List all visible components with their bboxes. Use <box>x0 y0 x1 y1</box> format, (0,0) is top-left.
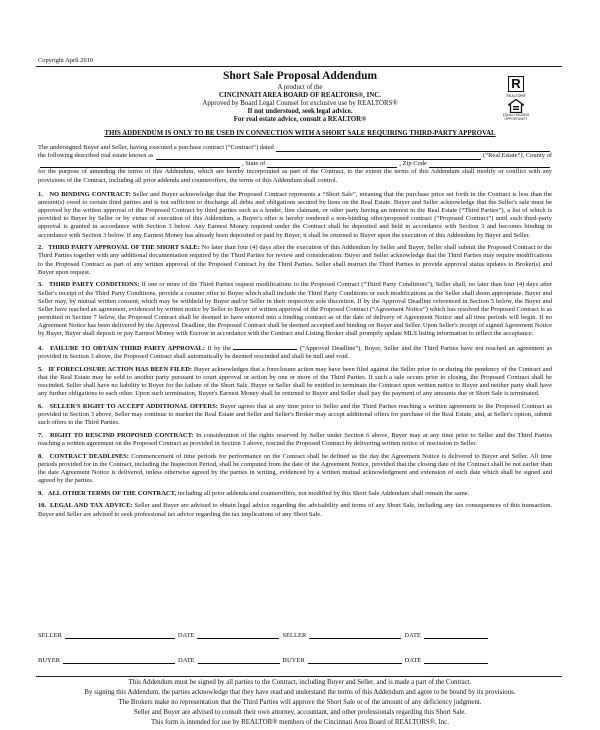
intro-paragraph: for the purpose of amending the terms of this Addendum, which are hereby incorporated as part of the Contract, to the extent the terms of this Addendum shall modify or conflict with any provisions of the Contract, including all prior addenda and counteroffers, the terms of this Addendum shall control. <box>38 168 552 184</box>
intro-line-3: , State of , Zip Code <box>38 160 552 168</box>
buyer-1-date-field[interactable] <box>198 657 280 664</box>
footer-line-3: The Brokers make no representation that the Third Parties will approve the Short Sale or of the amount of any deficiency judgment. <box>118 699 482 706</box>
footer-line-2: By signing this Addendum, the parties acknowledge that they have read and understand the terms of this Addendum and agree to be bound by its provisions. <box>84 689 516 696</box>
intro-line-1: The undersigned Buyer and Seller, having executed a purchase contract (“Contract”) dated <box>38 144 552 152</box>
date-label: DATE <box>178 657 195 664</box>
equal-housing-caption: EQUAL HOUSING OPPORTUNITY <box>502 113 530 121</box>
copyright-notice: Copyright April 2010 <box>38 57 94 64</box>
bottom-rule <box>36 676 562 677</box>
section-10: 10. LEGAL AND TAX ADVICE: Seller and Buyer are advised to obtain legal advice regarding the advisability and terms of any Short Sale, including any tax consequences of this transaction. Buyer and Seller are advised to seek professional tax advice regarding the tax implications of any Short Sale. <box>38 502 552 518</box>
approval-line: Approved by Board Legal Counsel for exclusive use by REALTORS® <box>202 100 398 107</box>
date-label: DATE <box>177 632 195 639</box>
seller-1-signature-field[interactable] <box>65 632 175 639</box>
addendum-body <box>38 144 552 523</box>
realtor-advice-line: For real estate advice, consult a REALTOR® <box>233 116 367 123</box>
section-5: 5. IF FORECLOSURE ACTION HAS BEEN FILED: Buyer acknowledges that a foreclosure action may have been filed against the Seller prior to or during the pendency of the Contract and that the Real Estate may be sold to another party pursuant to court approval or action by one or more of the Third Parties. If such a sale occurs prior to closing, the Proposed Contract shall be rescinded. Seller shall have no liability to Buyer for the failure of the Short Sale. Buyer or Seller shall be entitled to terminate the Contract upon written notice to Buyer and neither party shall have any further obligations to each other. Upon such termination, Buyer's Earnest Money shall be returned to Buyer and Seller shall pay the payment of any amounts due or Short Sale is terminated. <box>38 365 552 398</box>
document-title: Short Sale Proposal Addendum <box>222 70 378 82</box>
buyer-2-signature-field[interactable] <box>308 657 402 664</box>
approval-deadline-field[interactable] <box>233 343 297 350</box>
footer-line-1: This Addendum must be signed by all parties to the Contract, including Buyer and Seller, and is made a part of the Contract. <box>128 679 472 686</box>
seller-2-signature-field[interactable] <box>309 632 401 639</box>
product-of-line: A product of the <box>277 84 323 91</box>
real-estate-address-field[interactable] <box>156 153 482 160</box>
contract-date-field[interactable] <box>276 145 550 152</box>
state-field[interactable] <box>267 161 397 168</box>
organization-name: CINCINNATI AREA BOARD OF REALTORS®, INC. <box>219 92 381 99</box>
section-4: 4. FAILURE TO OBTAIN THIRD PARTY APPROVAL: If by the (“Approval Deadline”), Buyer, Seller and the Third Parties have not reached an agreement as provided in Section 3 above, the Proposed Contract shall automatically be deemed rescinded and shall be null and void. <box>38 344 553 361</box>
intro-line-2: the following described real estate known as (“Real Estate”), County of <box>38 152 552 160</box>
footer-line-5: This form is intended for use by REALTOR® members of the Cincinnati Area Board of REALTORS®, Inc. <box>151 719 449 726</box>
section-6: 6. SELLER'S RIGHT TO ACCEPT ADDITIONAL OFFERS: Buyer agrees that at any time prior to Seller and the Third Parties reaching a written agreement to the Proposed Contract as provided in Section 3 above, Seller may continue to market the Real Estate and Seller and Seller's Broker may accept additional offers for purchase of the Real Estate, and, at Seller's option, submit such offers to the Third Parties. <box>38 402 553 427</box>
section-8: 8. CONTRACT DEADLINES: Commencement of time periods for performance on the Contract shall be defined as the day the Agreement Notice is delivered to Buyer and Seller. All time periods provided for in the Contract, including the Inspection Period, shall be computed from the date of the Agreement Notice, provided that the closing date of the Contract shall be not earlier than the date Agreement Notice is delivered, unless otherwise agreed by the parties in writing, evidenced by a written mutual acknowledgment and extension of such date which shall be signed and agreed by the parties. <box>38 452 553 485</box>
section-7: 7. RIGHT TO RESCIND PROPOSED CONTRACT: In consideration of the rights reserved by Seller under Section 6 above, Buyer may at any time prior to Seller and the Third Parties reaching a written agreement on the Proposed Contract as provided in Section 3 above, rescind the Proposed Contract by delivering written notice of rescission to Seller. <box>38 431 553 447</box>
footer-line-4: Seller and Buyer are advised to consult their own attorney, accountant, and other professionals regarding this Short Sale. <box>133 709 467 716</box>
seller-label: SELLER <box>38 632 62 639</box>
section-3: 3. THIRD PARTY CONDITIONS: If one or more of the Third Parties request modifications to the Proposed Contract (“Third Party Conditions”), Seller shall, no later than four (4) days after Seller's receipt of the Third Party Conditions, provide a counter offer to Buyer which shall include the Third Party Conditions or such modifications as the Seller shall deem appropriate. Buyer and Seller may, by mutual written consent, which may be withheld by Buyer and/or Seller in their respective sole discretion. If by the Approval Deadline referenced in Section 5 below, the Buyer and Seller have reached an agreement, evidenced by written notice by Seller to Buyer of written approval of the Proposed Contract (“Agreement Notice”) which has resolved the Proposed Contract is as permitted in Section 7 below, the Proposed Contract shall be deemed to have entered into a binding contract as of the date of delivery of Agreement Notice and all time periods will begin. If no Agreement Notice has been delivered by the Approval Deadline, the Proposed Contract shall be deemed accepted and binding on Buyer and Seller. Upon Seller's receipt of signed Agreement Notice by Buyer, Buyer shall deposit or pay Earnest Money with Escrow in accordance with the Contract and Listing Broker shall promptly update MLS listing information to reflect the acceptance. <box>38 281 553 338</box>
realtor-logo-caption: REALTOR® <box>506 94 526 98</box>
seller-2-date-field[interactable] <box>424 632 488 639</box>
buyer-2-date-field[interactable] <box>424 657 488 664</box>
buyer-label: BUYER <box>38 657 61 664</box>
section-1: 1. NO BINDING CONTRACT: Seller and Buyer acknowledge that the Proposed Contract represents a “Short Sale”, meaning that the purchase price set forth in the Contract is less than the amount(s) owed to certain third parties and is not sufficient to discharge all debts and obligations secured by liens on the Real Estate. Buyer and Seller acknowledge that the Seller's sale must be approved by the written approval of the Proposed Contract by third parties such as a lender, lien claimant, or other party having an interest in the Real Estate (“Third Parties”), a list of which is provided to Buyer by Seller or by virtue of execution of this Addendum, a Buyer's offer is hereby rendered a non-binding offer/proposed contract (“Proposed Contract”) until such third-party approval is granted in accordance with Section 3 below. Any Earnest Money required under the Contract shall be deposited and held in accordance with Section 3 and becomes binding in accordance with Section 3 below. If any Earnest Money has already been deposited or paid by Buyer, it shall be returned to Buyer upon the execution of this Addendum by Buyer and Seller. <box>38 190 553 239</box>
usage-banner: THIS ADDENDUM IS ONLY TO BE USED IN CONNECTION WITH A SHORT SALE REQUIRING THIRD-PARTY APPROVAL <box>104 130 496 137</box>
section-2: 2. THIRD PARTY APPROVAL OF THE SHORT SALE: No later than four (4) days after the execution of this Addendum by Seller and Buyer, Seller shall submit the Proposed Contract to the Third Parties together with any additional documentation required by the Third Parties for review and consideration. Buyer and Seller acknowledge that the Third Parties may require modifications to the Proposed Contract as part of any written approval of the Proposed Contract by the Third Parties. Seller shall instruct the Third Parties to provide approval status updates to Broker(s) and Buyer upon request. <box>38 244 553 276</box>
realtor-logo-icon: R <box>508 76 524 92</box>
section-9: 9. ALL OTHER TERMS OF THE CONTRACT, including all prior addenda and counteroffers, not modified by this Short Sale Addendum shall remain the same. <box>38 489 470 497</box>
top-rule <box>36 66 562 67</box>
equal-housing-icon <box>508 99 524 113</box>
date-label: DATE <box>404 657 422 664</box>
seller-label: SELLER <box>282 632 307 639</box>
buyer-label: BUYER <box>282 657 305 664</box>
buyer-1-signature-field[interactable] <box>63 657 175 664</box>
seller-1-date-field[interactable] <box>197 632 279 639</box>
date-label: DATE <box>404 632 421 639</box>
county-field[interactable] <box>40 161 240 168</box>
seller-signature-row <box>38 632 552 639</box>
buyer-signature-row <box>38 657 552 664</box>
legal-advice-line: If not understood, seek legal advice. <box>247 108 353 115</box>
zip-code-field[interactable] <box>429 161 550 168</box>
